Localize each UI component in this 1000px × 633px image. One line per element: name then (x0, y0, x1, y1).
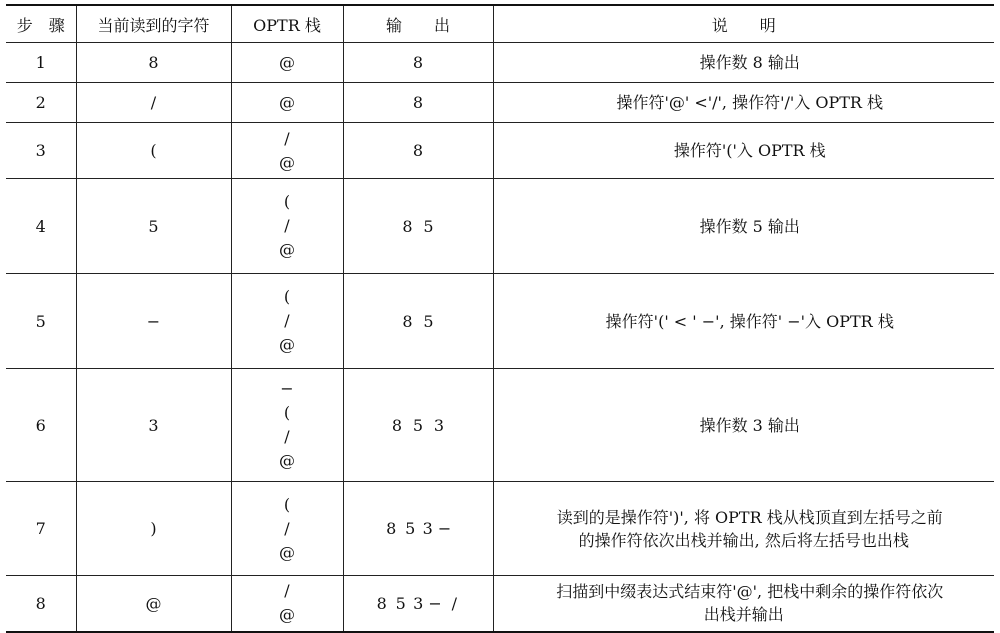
optr-stack (231, 576, 343, 632)
table-row (6, 369, 994, 482)
header-step: 步 骤 (6, 5, 76, 43)
stack-item: ( (283, 403, 291, 422)
step-number: 8 (6, 576, 76, 632)
description (493, 83, 994, 123)
output-item: 3 (433, 415, 445, 435)
output-item: 8 (391, 415, 403, 435)
current-char: @ (76, 576, 231, 632)
table-row (6, 123, 994, 179)
current-char: ( (76, 123, 231, 179)
output-item: 8 (376, 593, 387, 613)
description (493, 576, 994, 632)
description-line: 操作数 3 输出 (699, 415, 800, 435)
current-char: 5 (76, 179, 231, 274)
optr-stack (231, 123, 343, 179)
step-number: 7 (6, 482, 76, 576)
table-row (6, 576, 994, 632)
stack-item: @ (279, 542, 295, 562)
optr-stack (231, 369, 343, 482)
description-line: 的操作符依次出栈并输出, 然后将左括号也出栈 (578, 530, 909, 550)
table-row (6, 482, 994, 576)
stack-item: @ (279, 52, 295, 72)
header-optr-stack: OPTR 栈 (231, 5, 343, 43)
stack-item: − (280, 379, 294, 398)
stack-item: @ (279, 451, 295, 470)
description (493, 482, 994, 576)
output-cell (343, 274, 493, 369)
output-item: 8 (386, 519, 397, 538)
step-number: 4 (6, 179, 76, 274)
step-number: 5 (6, 274, 76, 369)
stack-item: / (284, 216, 290, 235)
table-row (6, 274, 994, 369)
stack-item: @ (279, 335, 295, 354)
stack-item: ( (283, 494, 291, 514)
output-item: 8 (402, 216, 413, 236)
step-number: 2 (6, 83, 76, 123)
output-cell (343, 43, 493, 83)
description (493, 123, 994, 179)
output-cell (343, 83, 493, 123)
table-header-row (6, 5, 994, 43)
stack-item: / (284, 128, 290, 148)
output-item: 3 − (413, 593, 442, 613)
stack-item: ( (283, 287, 291, 306)
description-line: 操作符'(' < ' −', 操作符' −'入 OPTR 栈 (605, 311, 894, 331)
output-item: / (451, 593, 458, 613)
current-char: / (76, 83, 231, 123)
output-cell (343, 369, 493, 482)
description-line: 操作符'@' <'/', 操作符'/'入 OPTR 栈 (616, 93, 884, 112)
description (493, 43, 994, 83)
optr-stack (231, 274, 343, 369)
output-item: 5 (412, 415, 424, 435)
step-number: 3 (6, 123, 76, 179)
output-item: 5 (423, 311, 434, 331)
output-item: 5 (395, 593, 406, 613)
table-row (6, 83, 994, 123)
description-line: 出栈并输出 (703, 605, 784, 625)
description (493, 369, 994, 482)
stack-item: ( (283, 192, 291, 211)
current-char: ) (76, 482, 231, 576)
output-item: 8 (402, 311, 413, 331)
table-row (6, 43, 994, 83)
stack-item: @ (279, 605, 295, 625)
output-cell (343, 179, 493, 274)
output-cell (343, 576, 493, 632)
header-output: 输 出 (343, 5, 493, 43)
output-item: 8 (412, 53, 424, 72)
stack-item: / (284, 518, 290, 538)
stack-item: / (284, 311, 290, 330)
stack-item: / (284, 581, 290, 601)
step-number: 6 (6, 369, 76, 482)
stack-item: @ (279, 152, 295, 172)
output-item: 8 (412, 141, 424, 160)
optr-stack (231, 43, 343, 83)
step-number: 1 (6, 43, 76, 83)
stack-item: @ (279, 240, 295, 259)
header-explain: 说 明 (493, 5, 994, 43)
table-row (6, 179, 994, 274)
description-line: 扫描到中缀表达式结束符'@', 把栈中剩余的操作符依次 (556, 582, 944, 602)
description-line: 读到的是操作符')', 将 OPTR 栈从栈顶直到左括号之前 (556, 507, 943, 527)
output-cell (343, 482, 493, 576)
description-line: 操作符'('入 OPTR 栈 (673, 141, 826, 160)
current-char: 8 (76, 43, 231, 83)
description-line: 操作数 8 输出 (699, 53, 800, 72)
current-char: − (76, 274, 231, 369)
optr-stack (231, 179, 343, 274)
description (493, 274, 994, 369)
header-current-char: 当前读到的字符 (76, 5, 231, 43)
description-line: 操作数 5 输出 (699, 216, 800, 236)
conversion-steps-table (6, 4, 994, 633)
current-char: 3 (76, 369, 231, 482)
optr-stack (231, 83, 343, 123)
optr-stack (231, 482, 343, 576)
output-item: 3 − (422, 519, 452, 538)
stack-item: / (284, 427, 290, 446)
stack-item: @ (279, 92, 295, 112)
description (493, 179, 994, 274)
output-item: 5 (405, 519, 416, 538)
output-item: 5 (423, 216, 434, 236)
output-item: 8 (412, 93, 424, 112)
output-cell (343, 123, 493, 179)
